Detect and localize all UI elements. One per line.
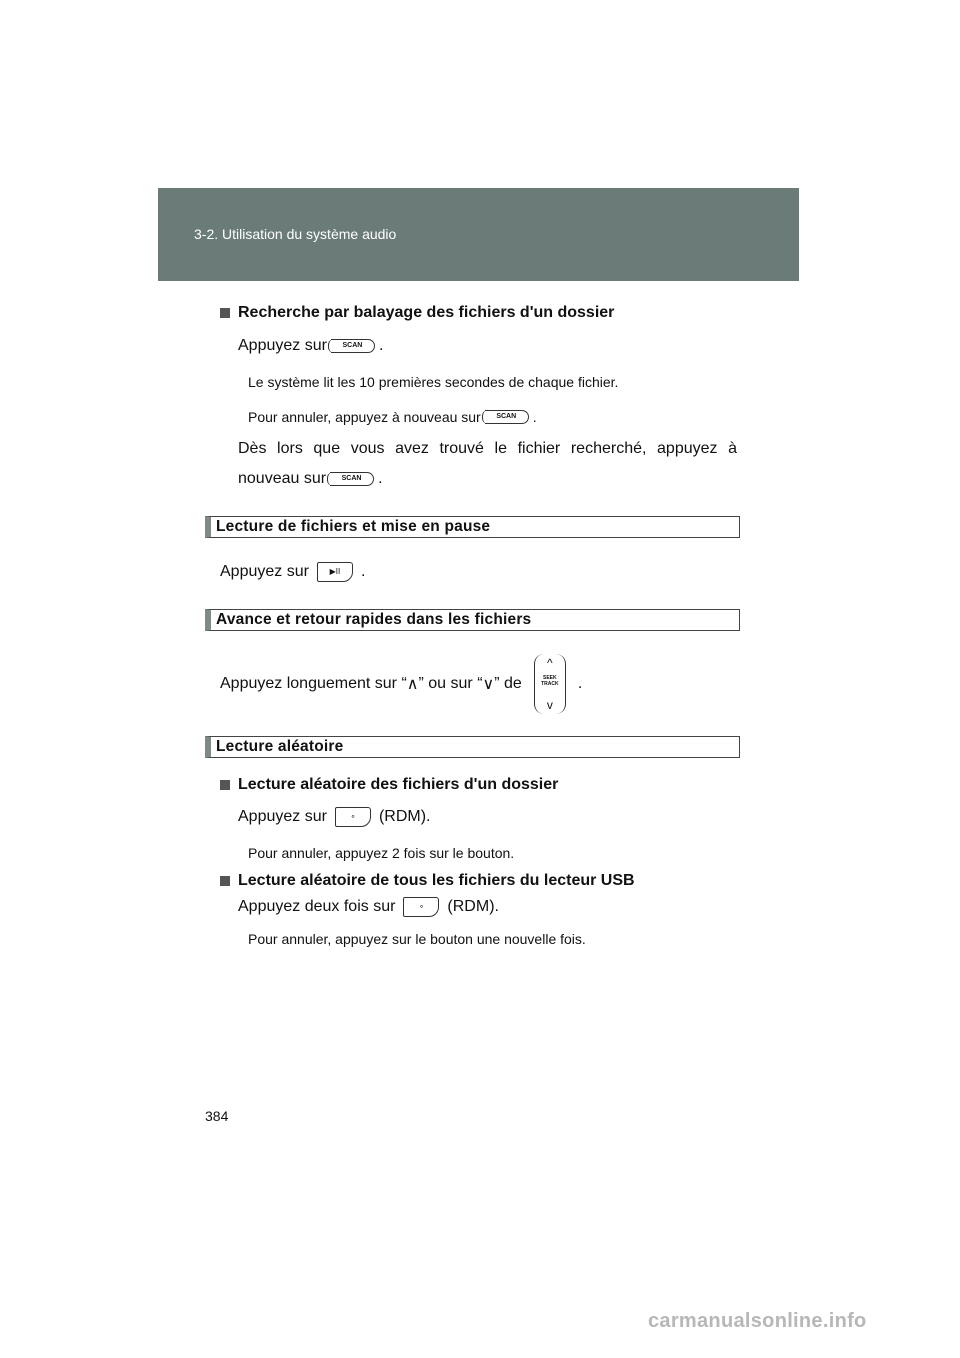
square-bullet-icon [220,780,230,790]
scan-instruction: Appuyez sur SCAN . [238,337,384,354]
chapter-header-band [158,188,799,281]
seek-track-button-icon [534,654,566,714]
up-symbol: ∧ [406,676,419,693]
scan-found-line-1: Dès lors que vous avez trouvé le fichier recherché, appuyez à [238,440,737,457]
fast-forward-heading: Avance et retour rapides dans les fichiers [205,609,740,631]
chevron-up-icon: ^ [546,656,553,670]
rdm-button-icon: ∘ [403,897,439,917]
scan-button-icon: SCAN [331,339,375,353]
chevron-down-icon: v [546,698,553,712]
random-folder-subheading: Lecture aléatoire des fichiers d'un dossier [220,776,558,794]
random-folder-instruction: Appuyez sur ∘ (RDM). [238,808,431,825]
random-usb-subheading: Lecture aléatoire de tous les fichiers du lecteur USB [220,872,635,890]
scan-button-icon: SCAN [485,410,529,424]
square-bullet-icon [220,308,230,318]
scan-note-2: Pour annuler, appuyez à nouveau sur SCAN . [248,409,537,425]
play-pause-heading: Lecture de fichiers et mise en pause [205,516,740,538]
random-folder-note: Pour annuler, appuyez 2 fois sur le bouton. [248,845,515,861]
ff-instruction: Appuyez longuement sur “ ∧ ” ou sur “ ∨ ” de ^ SEEK TRACK v . [220,656,583,712]
play-pause-button-icon: ▶II [317,562,353,582]
play-instruction: Appuyez sur ▶II . [220,563,366,580]
random-usb-note: Pour annuler, appuyez sur le bouton une nouvelle fois. [248,931,586,947]
section-title: 3-2. Utilisation du système audio [194,226,397,242]
square-bullet-icon [220,876,230,886]
scan-note-1: Le système lit les 10 premières secondes de chaque fichier. [248,374,619,390]
seek-track-label: SEEK TRACK [541,675,559,687]
scan-subheading: Recherche par balayage des fichiers d'un dossier [220,304,614,322]
scan-button-icon: SCAN [330,472,374,486]
scan-found-line-2: nouveau sur SCAN . [238,470,383,487]
random-usb-instruction: Appuyez deux fois sur ∘ (RDM). [238,898,499,915]
page-number: 384 [205,1108,229,1124]
down-symbol: ∨ [482,676,495,693]
watermark: carmanualsonline.info [648,1310,867,1332]
rdm-button-icon: ∘ [335,807,371,827]
random-heading: Lecture aléatoire [205,736,740,758]
